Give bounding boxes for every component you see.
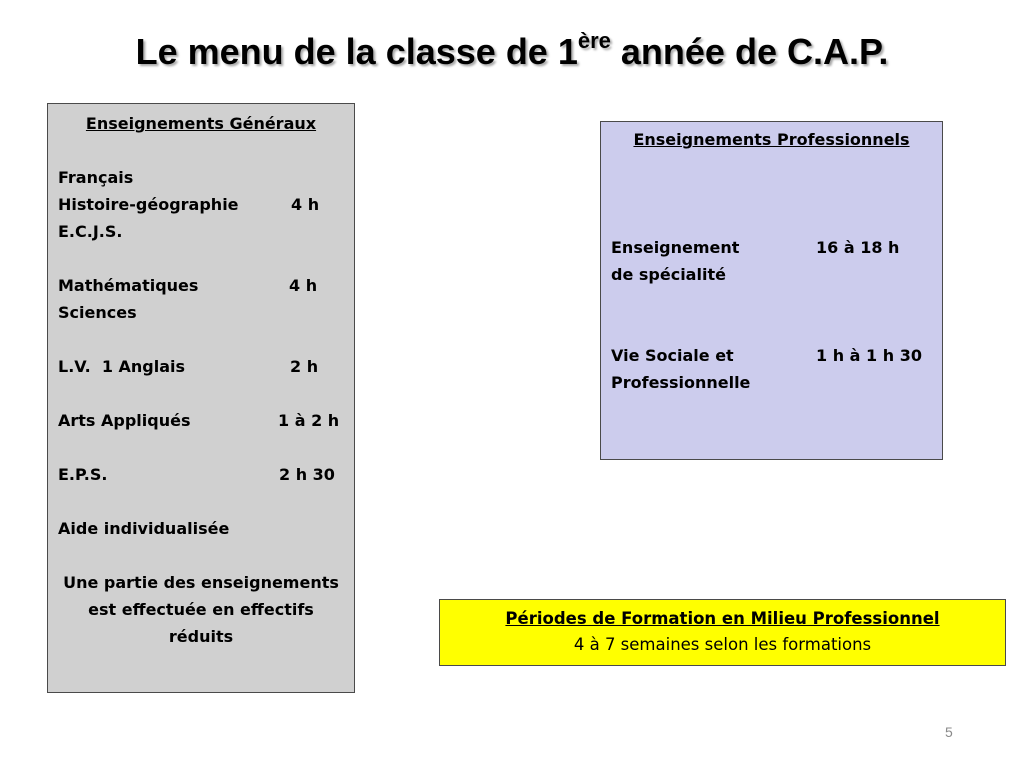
subject-label: Mathématiques	[58, 276, 199, 295]
professional-subjects-heading: Enseignements Professionnels	[633, 130, 910, 149]
subject-label: Aide individualisée	[58, 519, 230, 538]
subject-hours: 16 à 18 h	[816, 238, 900, 257]
subject-label: E.C.J.S.	[58, 222, 123, 241]
subject-label: L.V. 1 Anglais	[58, 357, 186, 376]
subject-row	[611, 234, 942, 261]
slide-title-superscript: ère	[577, 28, 611, 53]
subject-hours: 2 h 30	[279, 465, 335, 484]
pfmp-duration: 4 à 7 semaines selon les formations	[573, 635, 872, 654]
slide-title-main: Le menu de la classe de 1	[135, 31, 578, 72]
slide-title	[0, 30, 1024, 74]
subject-hours: 1 à 2 h	[278, 411, 340, 430]
subject-row	[611, 369, 942, 396]
subject-label: Vie Sociale et	[611, 346, 734, 365]
subject-label: Français	[58, 168, 134, 187]
professional-subjects-box	[600, 121, 943, 460]
subject-row	[58, 218, 354, 245]
pfmp-heading: Périodes de Formation en Milieu Professionnel	[505, 609, 940, 628]
reduced-groups-note-line: réduits	[168, 627, 234, 646]
subject-row	[58, 191, 354, 218]
subject-hours: 2 h	[290, 357, 319, 376]
subject-row	[58, 353, 354, 380]
subject-row	[58, 164, 354, 191]
subject-row	[58, 272, 354, 299]
subject-label: de spécialité	[611, 265, 726, 284]
subject-row	[58, 515, 354, 542]
reduced-groups-note-line: Une partie des enseignements	[63, 573, 339, 592]
subject-label: Arts Appliqués	[58, 411, 191, 430]
subject-row	[58, 299, 354, 326]
slide-title-end: année de C.A.P.	[610, 31, 889, 72]
pfmp-box	[439, 599, 1006, 666]
subject-hours: 4 h	[291, 195, 320, 214]
subject-label: Sciences	[58, 303, 137, 322]
subject-hours: 1 h à 1 h 30	[816, 346, 922, 365]
subject-row	[58, 407, 354, 434]
subject-label: Enseignement	[611, 238, 740, 257]
general-subjects-box	[47, 103, 355, 693]
general-subjects-heading: Enseignements Généraux	[85, 114, 317, 133]
subject-label: Histoire-géographie	[58, 195, 239, 214]
reduced-groups-note-line: est effectuée en effectifs	[88, 600, 314, 619]
subject-label: Professionnelle	[611, 373, 751, 392]
subject-row	[58, 461, 354, 488]
subject-label: E.P.S.	[58, 465, 108, 484]
subject-hours: 4 h	[289, 276, 318, 295]
page-number: 5	[945, 724, 953, 740]
subject-row	[611, 261, 942, 288]
subject-row	[611, 342, 942, 369]
